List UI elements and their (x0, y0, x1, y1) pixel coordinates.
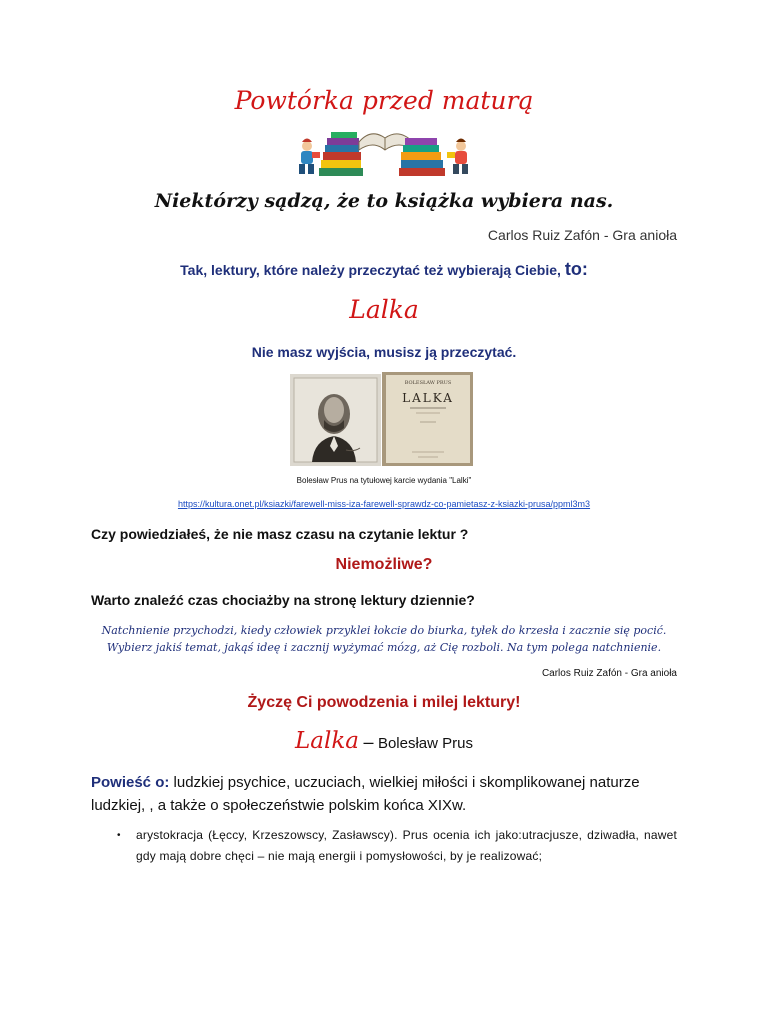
section-author: Bolesław Prus (377, 735, 473, 752)
section-dash: – (363, 732, 374, 752)
reading-kid-left-icon (299, 139, 320, 175)
novel-label: Powieść o: (91, 774, 170, 791)
lead-to: to: (564, 259, 588, 279)
author-portrait-image (290, 374, 381, 466)
inspiration-quote-line-2: Wybierz jakiś temat, jakąś ideę i zacznij wyżymać mózg, aż Cię rozboli. Na tym polega natchnienie. (106, 641, 662, 654)
worth-question: Warto znaleźć czas chociażby na stronę lektury dziennie? (91, 592, 475, 608)
lead-sentence (0, 259, 768, 280)
opening-quote: Niektórzy sądzą, że to książka wybiera nas. (154, 190, 614, 212)
book-title-page-image (382, 372, 473, 466)
opening-quote-author: Carlos Ruiz Zafón - Gra anioła (487, 227, 677, 243)
photo-caption: Bolesław Prus na tytułowej karcie wydania "Lalki" (296, 476, 472, 485)
books-clipart-icon (295, 128, 475, 180)
time-question: Czy powiedziałeś, że nie masz czasu na czytanie lektur ? (91, 526, 469, 542)
section-title: Lalka (295, 728, 360, 754)
section-heading (0, 728, 768, 754)
reading-kid-right-icon (447, 139, 468, 175)
book-title-text: LALKA (402, 391, 454, 405)
inspiration-quote-line-1: Natchnienie przychodzi, kiedy człowiek przyklei łokcie do biurka, tyłek do krzesła i zacznie się pocić. (101, 624, 667, 637)
book-title: Lalka (349, 295, 419, 324)
bullet-marker: • (117, 830, 121, 841)
good-luck-wish: Życzę Ci powodzenia i milej lektury! (247, 694, 521, 711)
lead-text: Tak, lektury, które należy przeczytać też wybierają Ciebie, (180, 262, 561, 278)
list-item-text: arystokracja (Łęccy, Krzeszowscy, Zasławscy). Prus ocenia ich jako:utracjusze, dziwadła, nawet gdy mają dobre chęci – nie mają energii i pomysłowości, by je realizować; (136, 828, 677, 863)
book-header-text: BOLESŁAW PRUS (404, 380, 452, 386)
must-read-line: Nie masz wyjścia, musisz ją przeczytać. (251, 344, 517, 360)
inspiration-quote (0, 622, 768, 656)
bullet-list (91, 825, 677, 867)
article-link[interactable]: https://kultura.onet.pl/ksiazki/farewell-miss-iza-farewell-sprawdz-co-pamietasz-z-ksiazki-prusa/ppml3m3 (177, 499, 591, 509)
novel-description (91, 771, 681, 817)
page-title: Powtórka przed maturą (234, 86, 534, 115)
list-item (91, 825, 677, 867)
impossible-heading: Niemożliwe? (335, 556, 433, 573)
inspiration-quote-author: Carlos Ruiz Zafón - Gra anioła (541, 668, 677, 679)
novel-text: ludzkiej psychice, uczuciach, wielkiej miłości i skomplikowanej naturze ludzkiej, , a także o społeczeństwie polskim końca XIXw. (91, 774, 640, 814)
